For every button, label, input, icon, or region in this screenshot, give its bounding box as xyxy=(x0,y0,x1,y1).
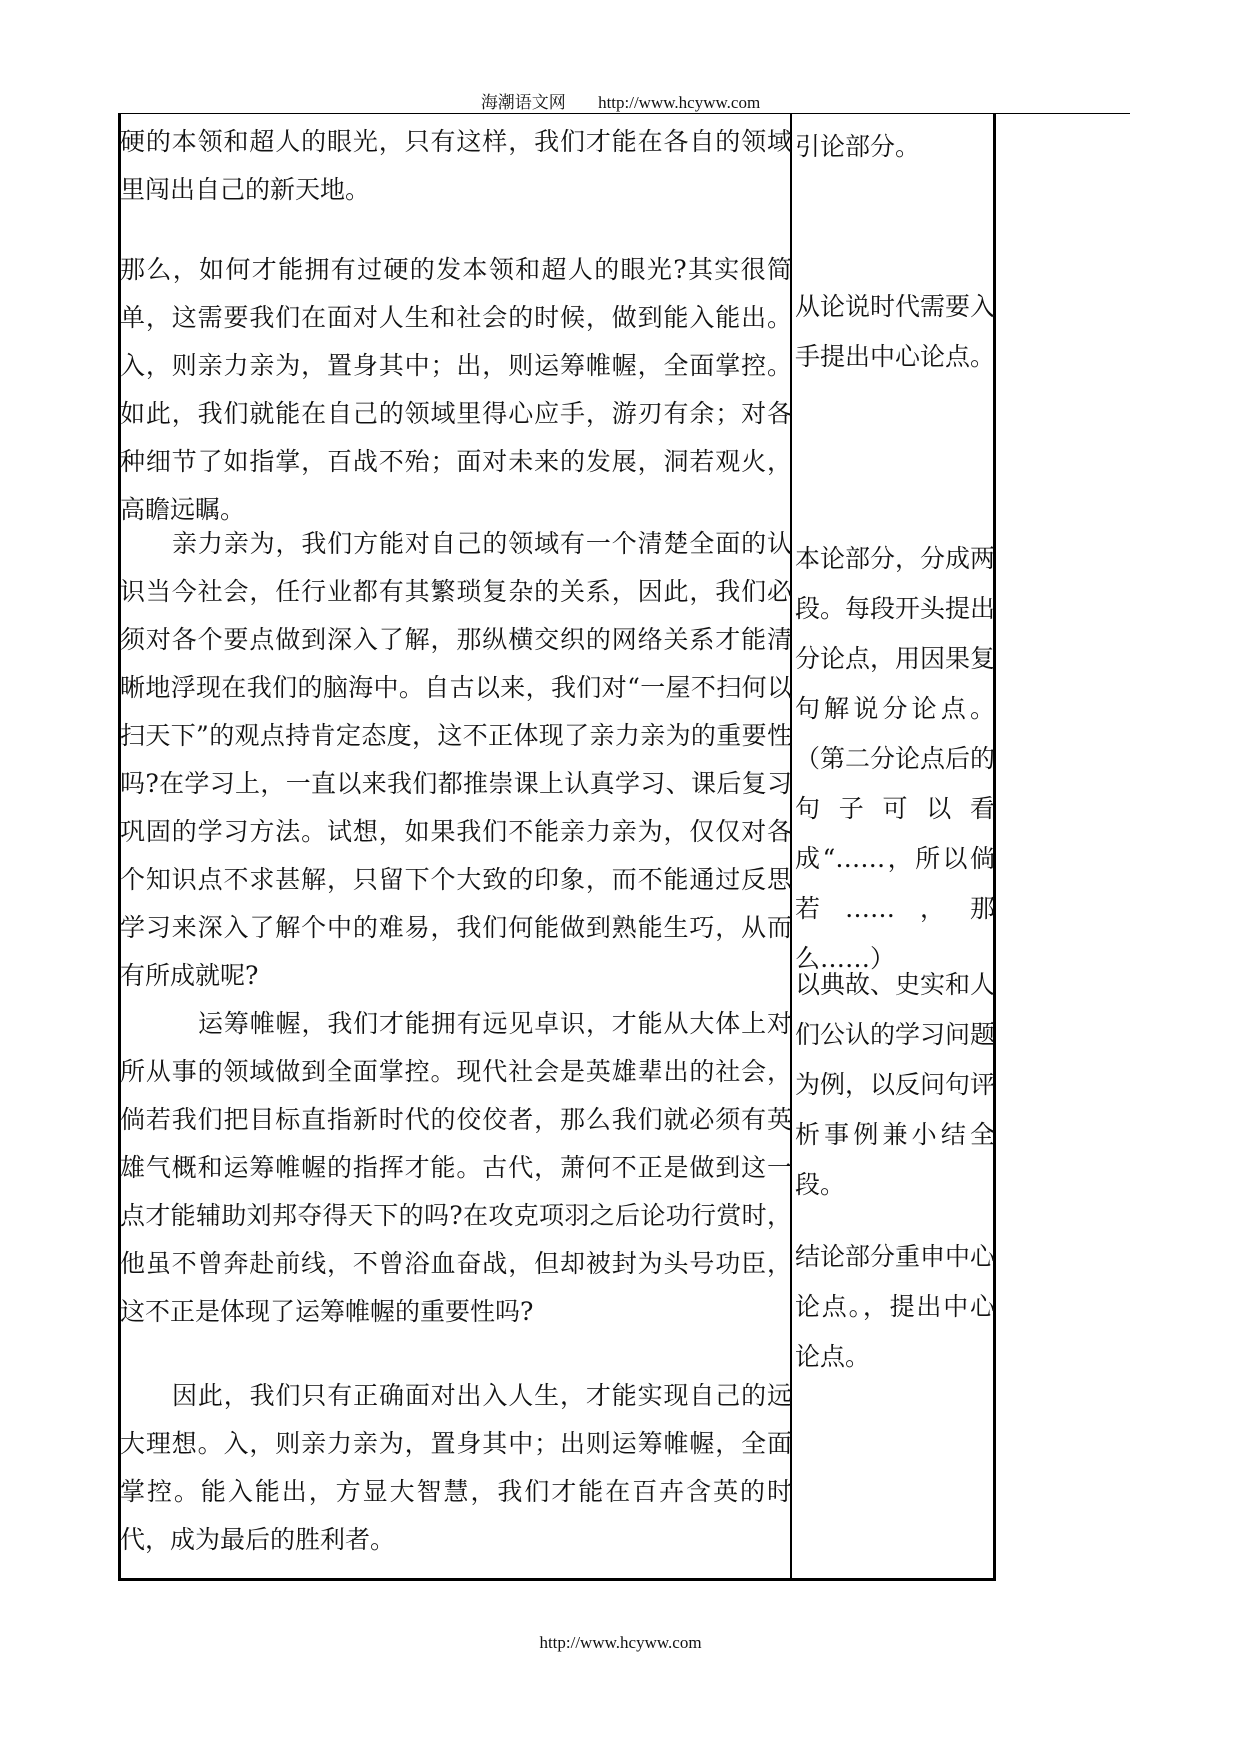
page-footer xyxy=(0,1633,1241,1653)
essay-paragraph-3: 亲力亲为，我们方能对自己的领域有一个清楚全面的认识当今社会，任行业都有其繁琐复杂的关系，因此，我们必须对各个要点做到深入了解，那纵横交织的网络关系才能清晰地浮现在我们的脑海中。自古以来，我们对“一屋不扫何以扫天下”的观点持肯定态度，这不正体现了亲力亲为的重要性吗?在学习上，一直以来我们都推崇课上认真学习、课后复习巩固的学习方法。试想，如果我们不能亲力亲为，仅仅对各个知识点不求甚解，只留下个大致的印象，而不能通过反思学习来深入了解个中的难易，我们何能做到熟能生巧，从而有所成就呢? xyxy=(120,529,792,990)
footer-url: http://www.hcyww.com xyxy=(539,1633,702,1652)
note-2: 从论说时代需要入手提出中心论点。 xyxy=(795,292,996,371)
essay-paragraph-4: 运筹帷幄，我们才能拥有远见卓识，才能从大体上对所从事的领域做到全面掌控。现代社会是英雄辈出的社会，倘若我们把目标直指新时代的佼佼者，那么我们就必须有英雄气概和运筹帷幄的指挥才能。古代，萧何不正是做到这一点才能辅助刘邦夺得天下的吗?在攻克项羽之后论功行赏时，他虽不曾奔赴前线，不曾浴血奋战，但却被封为头号功臣，这不正是体现了运筹帷幄的重要性吗? xyxy=(120,1009,792,1326)
essay-paragraph-1: 硬的本领和超人的眼光，只有这样，我们才能在各自的领域里闯出自己的新天地。 xyxy=(120,127,792,204)
note-3: 本论部分，分成两段。每段开头提出分论点，用因果复句解说分论点。（第二分论点后的句子可以看成“……，所以倘若……，那么……） xyxy=(795,544,996,973)
essay-paragraph-2: 那么，如何才能拥有过硬的发本领和超人的眼光?其实很简单，这需要我们在面对人生和社会的时候，做到能入能出。入，则亲力亲为，置身其中；出，则运筹帷幄，全面掌控。如此，我们就能在自己的领域里得心应手，游刃有余；对各种细节了如指掌，百战不殆；面对未来的发展，洞若观火，高瞻远瞩。 xyxy=(120,255,792,524)
note-5: 结论部分重申中心论点。，提出中心论点。 xyxy=(795,1242,996,1371)
header-url: http://www.hcyww.com xyxy=(598,93,761,112)
page-header xyxy=(0,88,1241,113)
note-1: 引论部分。 xyxy=(795,132,921,161)
header-site-name: 海潮语文网 xyxy=(480,93,566,112)
note-4: 以典故、史实和人们公认的学习问题为例，以反问句评析事例兼小结全段。 xyxy=(795,970,996,1199)
essay-paragraph-5: 因此，我们只有正确面对出入人生，才能实现自己的远大理想。入，则亲力亲为，置身其中；出则运筹帷幄，全面掌控。能入能出，方显大智慧，我们才能在百卉含英的时代，成为最后的胜利者。 xyxy=(120,1381,792,1554)
